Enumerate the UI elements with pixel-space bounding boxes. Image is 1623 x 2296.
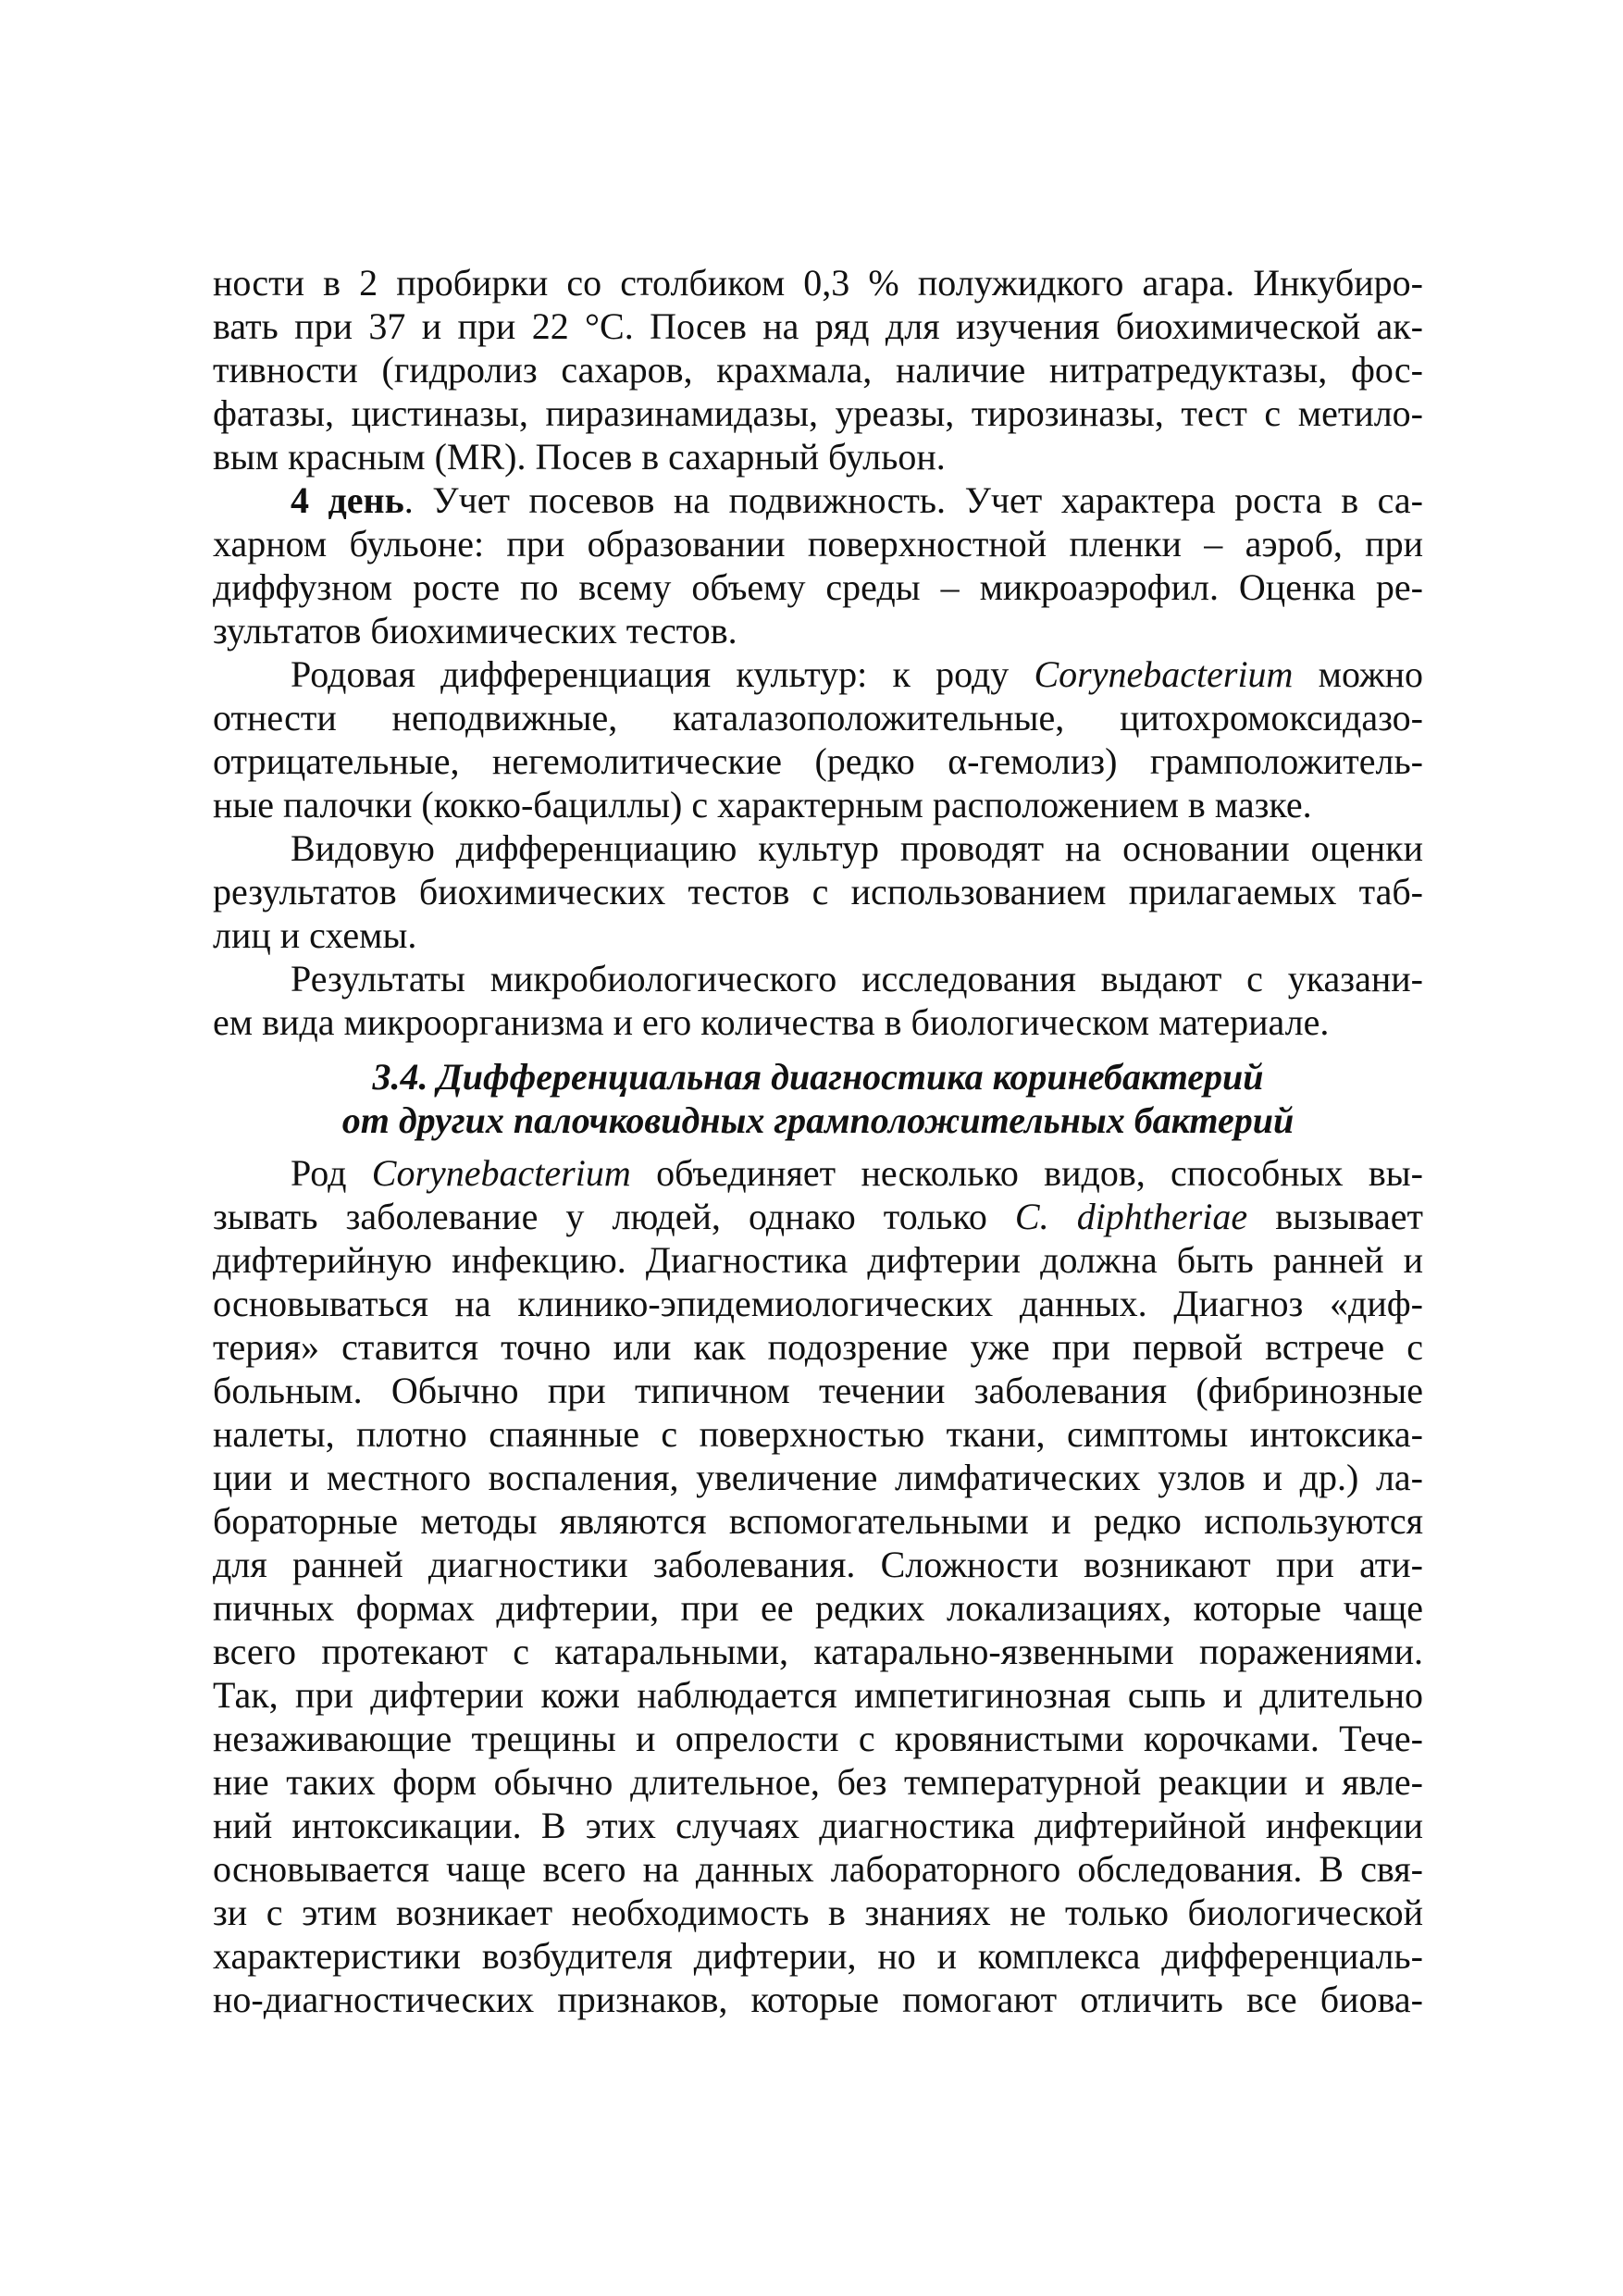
text-line: фатазы, цистиназы, пиразинамидазы, уреазы, тирозиназы, тест с метило-	[213, 392, 1423, 434]
text-line: бораторные методы являются вспомогательными и редко используются	[213, 1500, 1423, 1542]
text-line: характеристики возбудителя дифтерии, но и комплекса дифференциаль-	[213, 1935, 1423, 1977]
text-line: для ранней диагностики заболевания. Сложности возникают при ати-	[213, 1544, 1423, 1585]
text-line: результатов биохимических тестов с использованием прилагаемых таб-	[213, 871, 1423, 912]
text-line: основывается чаще всего на данных лабораторного обследования. В свя-	[213, 1848, 1423, 1890]
text-line: налеты, плотно спаянные с поверхностью ткани, симптомы интоксика-	[213, 1413, 1423, 1455]
text-line: вым красным (MR). Посев в сахарный бульон.	[213, 436, 946, 478]
text-line: ции и местного воспаления, увеличение лимфатических узлов и др.) ла-	[213, 1457, 1423, 1498]
paragraph-1	[213, 261, 1423, 478]
text-line: ности в 2 пробирки со столбиком 0,3 % полужидкого агара. Инкубиро-	[213, 262, 1423, 304]
text-line	[213, 652, 1423, 696]
species-name: C. diphtheriae	[1014, 1196, 1248, 1237]
text-line: харном бульоне: при образовании поверхностной пленки – аэроб, при	[213, 523, 1423, 565]
text-line: больным. Обычно при типичном течении заболевания (фибринозные	[213, 1370, 1423, 1411]
heading-line: 3.4. Дифференциальная диагностика коринебактерий	[372, 1056, 1264, 1098]
text-line: терия» ставится точно или как подозрение уже при первой встрече с	[213, 1326, 1423, 1368]
text-line: тивности (гидролиз сахаров, крахмала, наличие нитратредуктазы, фос-	[213, 349, 1423, 391]
paragraph-2	[213, 478, 1423, 652]
paragraph-3	[213, 652, 1423, 826]
text-line	[213, 478, 1423, 522]
text-line: Видовую дифференциацию культур проводят на основании оценки	[291, 827, 1423, 869]
text-line: вать при 37 и при 22 °С. Посев на ряд для изучения биохимической ак-	[213, 305, 1423, 347]
text-line: отнести неподвижные, каталазоположительные, цитохромоксидазо-	[213, 697, 1423, 738]
text-run: объединяет несколько видов, способных вы-	[630, 1152, 1423, 1194]
text-line: дифтерийную инфекцию. Диагностика дифтерии должна быть ранней и	[213, 1239, 1423, 1281]
text-line: ные палочки (кокко-бациллы) с характерным расположением в мазке.	[213, 784, 1312, 825]
day-label: 4 день	[291, 479, 404, 521]
text-line: зультатов биохимических тестов.	[213, 610, 737, 652]
text-line: всего протекают с катаральными, катарально-язвенными поражениями.	[213, 1631, 1423, 1672]
paragraph-4	[213, 826, 1423, 957]
text-run: Род	[291, 1152, 372, 1194]
text-run: Родовая дифференциация культур: к роду	[291, 653, 1035, 695]
text-line: диффузном росте по всему объему среды – микроаэрофил. Оценка ре-	[213, 566, 1423, 608]
paragraph-5	[213, 957, 1423, 1044]
text-line: Так, при дифтерии кожи наблюдается импетигинозная сыпь и длительно	[213, 1674, 1423, 1716]
text-line	[213, 1195, 1423, 1238]
text-run: . Учет посевов на подвижность. Учет характера роста в са-	[403, 479, 1423, 521]
paragraph-6	[213, 1151, 1423, 2021]
text-line: основываться на клинико-эпидемиологических данных. Диагноз «диф-	[213, 1283, 1423, 1324]
text-line: но-диагностических признаков, которые помогают отличить все биова-	[213, 1979, 1423, 2020]
text-line: ний интоксикации. В этих случаях диагностика дифтерийной инфекции	[213, 1805, 1423, 1846]
text-line: лиц и схемы.	[213, 914, 417, 956]
text-line: отрицательные, негемолитические (редко α-гемолиз) грамположитель-	[213, 740, 1423, 782]
genus-name: Corynebacterium	[371, 1152, 631, 1194]
section-heading	[213, 1055, 1423, 1142]
genus-name: Corynebacterium	[1034, 653, 1294, 695]
text-line: незаживающие трещины и опрелости с кровянистыми корочками. Тече-	[213, 1718, 1423, 1759]
text-run: вызывает	[1247, 1196, 1423, 1237]
text-line: пичных формах дифтерии, при ее редких локализациях, которые чаще	[213, 1587, 1423, 1629]
text-run: зывать заболевание у людей, однако только	[213, 1196, 1015, 1237]
text-line	[213, 1151, 1423, 1195]
heading-line: от других палочковидных грамположительных бактерий	[341, 1099, 1295, 1141]
text-line: зи с этим возникает необходимость в знаниях не только биологической	[213, 1892, 1423, 1933]
text-line: Результаты микробиологического исследования выдают с указани-	[291, 958, 1423, 999]
text-run: можно	[1293, 653, 1424, 695]
text-line: ем вида микроорганизма и его количества в биологическом материале.	[213, 1001, 1330, 1043]
text-line: ние таких форм обычно длительное, без температурной реакции и явле-	[213, 1761, 1423, 1803]
